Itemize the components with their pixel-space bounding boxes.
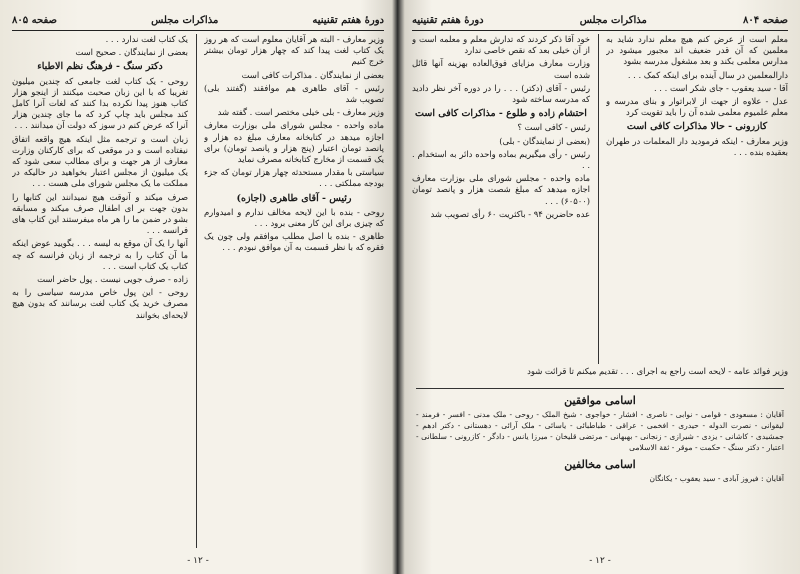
- paragraph: روحی - این پول خاص مدرسه سیاسی را به مصرف خرید یک کتاب لغت برسانند که بدون هیچ لایحه‌ای بخوانند: [12, 287, 188, 320]
- paragraph: زبان است و ترجمه مثل اینکه هیچ واقعه اتفاق نیفتاده است و در موقعی که برای کارکنان وزارت معارف از هر جهت و برای مطالب سعی شود که یک میلیون از مجلس اعتبار بخواهید در حالیکه در مملکت ما یک مجلس شورای ملی هست . . .: [12, 133, 188, 189]
- column-divider: [598, 34, 599, 364]
- paragraph: خود آقا ذکر کردند که تدارش معلم و معلمه است و از آن خیلی بعد که نقص خاصی ندارد: [412, 34, 590, 56]
- header-session: دورهٔ هفتم تقنینیه: [412, 14, 484, 26]
- approvers-heading: اسامی موافقین: [564, 394, 636, 407]
- paragraph: (بعضی از نمایندگان - بلی): [499, 135, 590, 146]
- paragraph: یک کتاب لغت ندارد . . .: [105, 34, 188, 44]
- speaker-heading: رئیس - آقای طاهری (اجازه): [236, 192, 352, 204]
- paragraph: عده حاضرین ۹۴ - باکثریت ۶۰ رأی تصویب شد: [430, 208, 590, 219]
- paragraph: عدل - علاوه از جهت از لابراتوار و بنای مدرسه و معلم علمیوم معلمی شده آن را باید تقویت کرد: [606, 96, 788, 118]
- paragraph: سیاستی با مقدار مستحدثه چهار هزار تومان که جزء بودجه مملکتی . . .: [204, 167, 384, 189]
- page-footer-number: - ۱۲ -: [589, 556, 611, 566]
- left-page-left-column: [12, 34, 188, 548]
- speaker-heading: کازرونی - حالا مذاکرات کافی است: [626, 121, 768, 133]
- paragraph: رئیس - رأی میگیریم بماده واحده دائر به استخدام . . .: [412, 148, 590, 171]
- right-page-bottom-text: [412, 366, 788, 386]
- paragraph: وزیر معارف - البته هر آقایان معلوم است که هر روز یک کتاب لغت پیدا کند که چهار هزار تومان بیشتر خرج کنیم: [204, 34, 384, 67]
- paragraph: آنها را یک آن موقع به لیسه . . . بگویید عوض اینکه ما آن کتاب را به ترجمه از زبان فرانسه که چه کتاب یک کتاب است . . .: [12, 238, 188, 271]
- paragraph: ماده واحده - مجلس شورای ملی بوزارت معارف اجازه میدهد که مبلغ شصت هزار و پانصد تومان (۶۰۵۰۰) . . .: [412, 173, 590, 206]
- right-page-right-column: [606, 34, 788, 364]
- paragraph: روحی - یک کتاب لغت جامعی که چندین میلیون تغریبا که با این زبان صحبت میکنند از اینجو هزار کتاب هنوز پیدا نکرده بدا کنند که لغات آنرا کامل کند مجلس باید چاپ کرد که ما جای چندین هزار آنرا که عرض کنم در سوز که دولت آن میدانند . . .: [12, 75, 188, 131]
- right-page-left-column: [412, 34, 590, 364]
- opponents-heading: اسامی مخالفین: [564, 458, 636, 471]
- speaker-heading: دکتر سنگ - فرهنگ نظم الاطباء: [37, 61, 163, 73]
- left-page: [6, 0, 390, 574]
- paragraph: آقا - سید یعقوب - جای شکر است . . .: [653, 82, 788, 93]
- page-header: [12, 12, 384, 31]
- header-page-number: صفحه ۸۰۵: [12, 14, 57, 26]
- right-page: [406, 0, 794, 574]
- paragraph: وزیر فوائد عامه - لایحه است راجع به اجرای . . . تقدیم میکنم تا قرائت شود: [527, 366, 788, 376]
- left-page-right-column: [204, 34, 384, 548]
- paragraph: معلم است از عرض کنم هیچ معلم ندارد شاید به معلمین که آن قدر ضعیف اند مجبور میشود در مدارس معلمی بکند و بعد مشغول مدرسه بشود: [606, 34, 788, 67]
- header-title: مذاکرات مجلس: [151, 14, 219, 26]
- page-footer-number: - ۱۲ -: [187, 556, 209, 566]
- paragraph: روحی - بنده با این لایحه مخالف ندارم و امیدوارم که چیزی برای این کار معنی برود . . .: [204, 206, 384, 229]
- paragraph: بعضی از نمایندگان . مذاکرات کافی است: [241, 69, 384, 80]
- paragraph: رئیس - آقای (دکتر) . . . را در دوره آخر نظر دادید که مدرسه ساخته شود: [412, 82, 590, 105]
- paragraph: زاده - صرف جویی نیست . پول حاضر است: [37, 274, 188, 285]
- paragraph: ماده واحده - مجلس شورای ملی بوزارت معارف اجازه میدهد در کتابخانه معارف مبلغ ده هزار و پانصد تومان اعتبار (پنج هزار و پانصد تومان) برای یک قسمت از مخارج کتابخانه مصرف نماید: [204, 120, 384, 165]
- paragraph: دارالمعلمین در سال آینده برای اینکه کمک . . .: [627, 69, 788, 80]
- page-header: [412, 12, 788, 31]
- paragraph: بعضی از نمایندگان . صحیح است: [75, 47, 188, 58]
- paragraph: رئیس - کافی است ؟: [517, 122, 590, 133]
- header-page-number: صفحه ۸۰۴: [743, 14, 788, 26]
- approvers-names: آقایان : مسعودی - قوامی - نوابی - ناصری - افشار - خواجوی - شیخ الملک - روحی - ملک مدنی - افسر - فرمند - لیقوانی - نصرت الدوله - حیدری - افخمی - عراقی - طباطبائی - یاسائی - ملک آرائی - دهستانی - دکتر ادهم - جمشیدی - کاشانی - یزدی - شیرازی - زنجانی - بهبهانی - مرتضی قلیخان - میرزا یانس - دادگر - کازرونی - سلطانی - اعتبار - دکتر سنگ - حکمت - موقر - ثقة الاسلامی: [416, 410, 784, 452]
- header-title: مذاکرات مجلس: [579, 14, 647, 26]
- paragraph: طاهری - بنده با اصل مطلب موافقم ولی چون یک فقره که با نظر قسمت به آن موافق نبودم . . .: [204, 231, 384, 253]
- vote-list: [416, 388, 784, 539]
- paragraph: وزیر معارف - بلی خیلی مختصر است . گفته شد: [217, 107, 384, 118]
- paragraph: وزیر معارف - اینکه فرمودید دار المعلمات در طهران بعقیده بنده . . .: [606, 135, 788, 157]
- header-session: دورهٔ هفتم تقنینیه: [312, 14, 384, 26]
- speaker-heading: احتشام زاده و طلوع - مذاکرات کافی است: [415, 108, 587, 120]
- paragraph: صرف میکند و آنوقت هیچ نمیدانند این کتابها را بدون جهت بر ای اطفال صرف میکند و مسابقه بشو در ضمن ما را هر ماه میفرستند این کتاب های فرانسه . . .: [12, 191, 188, 236]
- paragraph: وزارت معارف مزایای فوق‌العاده بهزینه آنها قائل شده است: [412, 58, 590, 80]
- opponents-names: آقایان : فیروز آبادی - سید یعقوب - یکانگان: [649, 474, 784, 483]
- paragraph: رئیس - آقای طاهری هم موافقند (گفتند بلی) تصویب شد: [204, 82, 384, 105]
- column-divider: [196, 34, 197, 548]
